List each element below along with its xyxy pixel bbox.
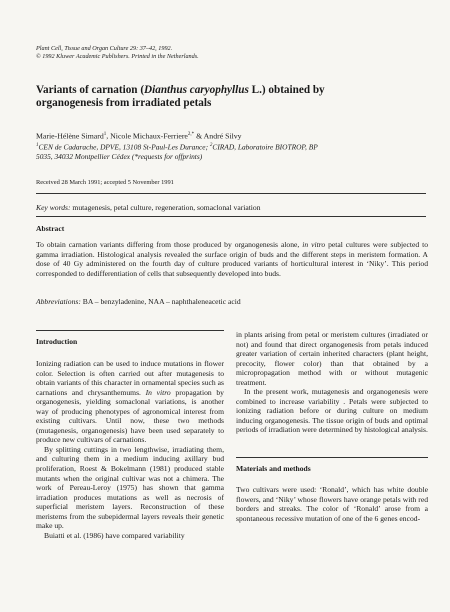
aff-sup-2: 2 <box>209 143 213 148</box>
abstract-heading: Abstract <box>36 224 65 233</box>
article-title <box>36 84 426 110</box>
methods-paragraph-1: Two cultivars were used: ‘Ronald’, which has white double flowers, and ‘Niky’ whose flowers have orange petals with red borders and streaks. The color of ‘Ronald’ arose from a spontaneous recessive mutation of one of the 6 genes encod- <box>236 485 428 523</box>
abstract-part: petal cultures were subjected to gamma irradiation. Histological analysis revealed the surface origin of buds and the different steps in meristem formation. A dose of 40 Gy administered on the fourth day of culture produced variants of horticultural interest in ‘Niky’. This period corresponded to dedifferentiation of cells that subsequently developed into buds. <box>36 240 429 278</box>
intro-italic: In vitro <box>145 387 171 397</box>
intro-text: Ionizing radiation can be used to induce mutations in flower color. Selection is often carried out after mutagenesis to obtain variants of this character in ornamental species such as carnations and chrysanthemums. <box>36 359 224 397</box>
intro-text: propagation by organogenesis, yielding somaclonal variations, is another way of producing phenotypes of agronomical interest from existing cultivars. Until now, these two methods (mutagenesis, organogenesis) have been used separately to produce new cultivars of carnations. <box>36 387 224 445</box>
affiliations <box>36 141 436 162</box>
abstract-italic: in vitro <box>302 240 326 249</box>
methods-heading: Materials and methods <box>236 457 428 473</box>
keywords-text: mutagenesis, petal culture, regeneration, somaclonal variation <box>70 203 261 212</box>
divider-top <box>36 193 426 194</box>
intro-paragraph-2: By splitting cuttings in two lengthwise, irradiating them, and culturing them in a medium inducing axillary bud proliferation, Roest & Bokelmann (1981) produced stable mutants when the original cultivar was not a chimera. The work of Pereau-Leroy (1975) has shown that gamma irradiation produces mutations as well as necrosis of superficial meristem layers. Reconstruction of these meristems from the subepidermal layers reveals their genetic make up. <box>36 444 224 531</box>
author-list <box>36 130 436 141</box>
title-part: Variants of carnation ( <box>36 84 145 96</box>
received-dates: Received 28 March 1991; accepted 5 November 1991 <box>36 179 174 186</box>
journal-line-2: © 1992 Kluwer Academic Publishers. Printed in the Netherlands. <box>36 53 199 60</box>
author-3: & André Silvy <box>194 131 242 141</box>
right-paragraph-1: in plants arising from petal or meristem cultures (irradiated or not) and found that direct organogenesis from petals induced greater variation of certain inherited characters (plant height, precocity, flower color) than that obtained by a micropropagation method with or without mutagenic treatment. <box>236 330 428 387</box>
intro-paragraph-1 <box>36 359 224 445</box>
title-species: Dianthus caryophyllus <box>144 84 249 96</box>
author-2: , Nicole Michaux-Ferriere <box>106 131 188 141</box>
aff-sup-1: 1 <box>36 143 39 148</box>
abbreviations-label: Abbreviations: <box>36 297 81 306</box>
divider-keywords <box>36 216 426 217</box>
intro-paragraph-3: Buiatti et al. (1986) have compared variability <box>44 530 185 540</box>
journal-line-1: Plant Cell, Tissue and Organ Culture 29: 37–42, 1992. <box>36 45 173 52</box>
right-column <box>236 330 428 523</box>
abstract-text <box>36 240 428 278</box>
title-line-2: organogenesis from irradiated petals <box>36 97 212 109</box>
aff-line-2: 5035, 34032 Montpellier Cédex (*requests for offprints) <box>36 152 203 162</box>
author-1-sup: 1 <box>103 132 107 137</box>
author-1: Marie-Hélène Simard <box>36 131 104 141</box>
author-2-sup: 2,* <box>187 132 195 137</box>
right-paragraph-2: In the present work, mutagenesis and organogenesis were combined to increase variability . Petals were subjected to ionizing radiation before or during culture on medium inducing organogenesis. The tissue origin of buds and optimal periods of irradiation were determined by histological analysis. <box>236 387 428 435</box>
journal-citation <box>36 45 199 61</box>
keywords-label: Key words: <box>36 203 71 212</box>
left-column <box>36 330 224 540</box>
abbreviations-text: BA – benzyladenine, NAA – naphthaleneacetic acid <box>80 297 241 306</box>
title-part: L.) obtained by <box>248 84 325 96</box>
aff-2: CIRAD, Laboratoire BIOTROP, BP <box>212 142 318 152</box>
abbreviations <box>36 297 241 306</box>
abstract-part: To obtain carnation variants differing from those produced by organogenesis alone, <box>36 240 303 249</box>
aff-1: CEN de Cadarache, DPVE, 13108 St-Paul-Les Durance; <box>38 142 210 152</box>
introduction-heading: Introduction <box>36 330 224 346</box>
keywords <box>36 203 261 212</box>
